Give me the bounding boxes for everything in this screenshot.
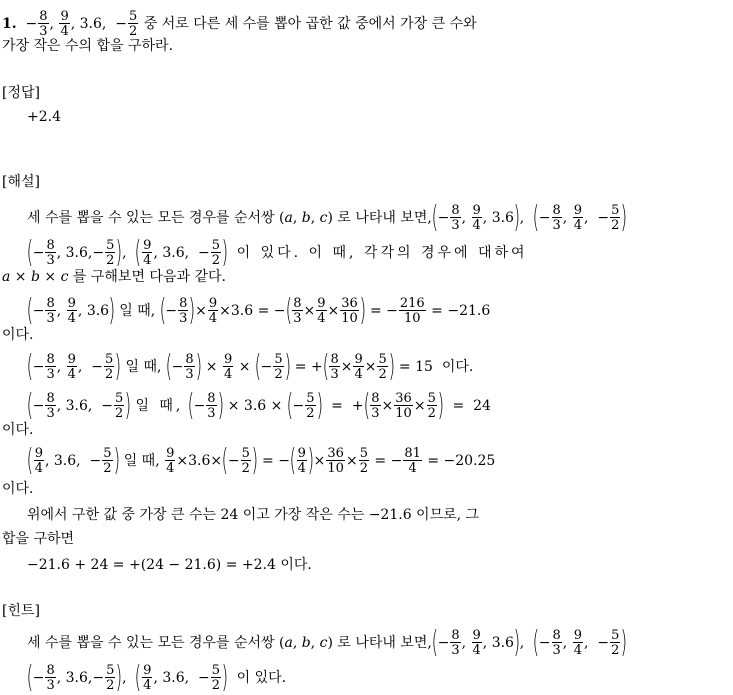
problem-line-2: 가장 작은 수의 합을 구하라. — [2, 38, 174, 54]
problem-text-1: 중 서로 다른 세 수를 뽑아 곱한 값 중에서 가장 큰 수와 — [143, 16, 477, 32]
answer-heading: [정답] — [2, 85, 40, 101]
case-4-end: 이다. — [2, 481, 34, 497]
solution-cases: (− $\frac{8}{3}$ , 3.6,− $\frac{5}{2}$ ), ( $\frac{9}{4}$ , 3.6, − $\frac{5}{2}$ ) 이 있다. 이 때, 각각의 경우에 대하여 — [26, 235, 528, 270]
solution-calc-line: a × b × c 를 구해보면 다음과 같다. — [2, 269, 226, 285]
solution-conclusion-2: 합을 구하면 — [2, 531, 75, 547]
case-1: (− $\frac{8}{3}$ , $\frac{9}{4}$ , 3.6) 일 때, (− $\frac{8}{3}$ )× $\frac{9}{4}$ ×3.6 = −( $\frac{8}{3}$ × $\frac{9}{4}$ × $\frac{36}{10}$ ) = − $\frac{216}{10}$ = −21.6 — [26, 293, 491, 328]
hint-cases: (− $\frac{8}{3}$ , 3.6,− $\frac{5}{2}$ ), ( $\frac{9}{4}$ , 3.6, − $\frac{5}{2}$ ) 이 있다. — [26, 660, 287, 695]
case-3: (− $\frac{8}{3}$ , 3.6, − $\frac{5}{2}$ ) 일 때, (− $\frac{8}{3}$ ) × 3.6 × (− $\frac{5}{2}$ ) = +( $\frac{8}{3}$ × $\frac{36}{10}$ × $\frac{5}{2}$ ) = 24 — [26, 388, 491, 423]
case-4: ( $\frac{9}{4}$ , 3.6, − $\frac{5}{2}$ ) 일 때, $\frac{9}{4}$ ×3.6×(− $\frac{5}{2}$ ) = −( $\frac{9}{4}$ )× $\frac{36}{10}$ × $\frac{5}{2}$ = − $\frac{81}{4}$ = −20.25 — [26, 443, 496, 478]
case-3-end: 이다. — [2, 422, 34, 438]
case-2: (− $\frac{8}{3}$ , $\frac{9}{4}$ , − $\frac{5}{2}$ ) 일 때, (− $\frac{8}{3}$ ) × $\frac{9}{4}$ × (− $\frac{5}{2}$ ) = +( $\frac{8}{3}$ × $\frac{9}{4}$ × $\frac{5}{2}$ ) = 15 이다. — [26, 349, 474, 384]
problem-number: 1. — [2, 16, 17, 32]
case-1-end: 이다. — [2, 327, 34, 343]
solution-conclusion-1: 위에서 구한 값 중 가장 큰 수는 24 이고 가장 작은 수는 −21.6 이므로, 그 — [27, 507, 480, 523]
solution-heading: [해설] — [2, 174, 40, 190]
hint-intro: 세 수를 뽑을 수 있는 모든 경우를 순서쌍 (a, b, c) 로 나타내 보면,(− $\frac{8}{3}$ , $\frac{9}{4}$ , 3.6), (− $\frac{8}{3}$ , $\frac{9}{4}$ , − $\frac{5}{2}$ ) — [27, 625, 628, 660]
hint-heading: [힌트] — [2, 603, 40, 619]
answer-value: +2.4 — [27, 109, 61, 125]
solution-final: −21.6 + 24 = +(24 − 21.6) = +2.4 이다. — [27, 557, 312, 573]
solution-intro: 세 수를 뽑을 수 있는 모든 경우를 순서쌍 (a, b, c) 로 나타내 보면,(− $\frac{8}{3}$ , $\frac{9}{4}$ , 3.6), (− $\frac{8}{3}$ , $\frac{9}{4}$ , − $\frac{5}{2}$ ) — [27, 200, 628, 235]
problem-line-1: 1. − $\frac{8}{3}$ , $\frac{9}{4}$ , 3.6, − $\frac{5}{2}$ 중 서로 다른 세 수를 뽑아 곱한 값 중에서 가장 큰 수와 — [2, 9, 477, 39]
